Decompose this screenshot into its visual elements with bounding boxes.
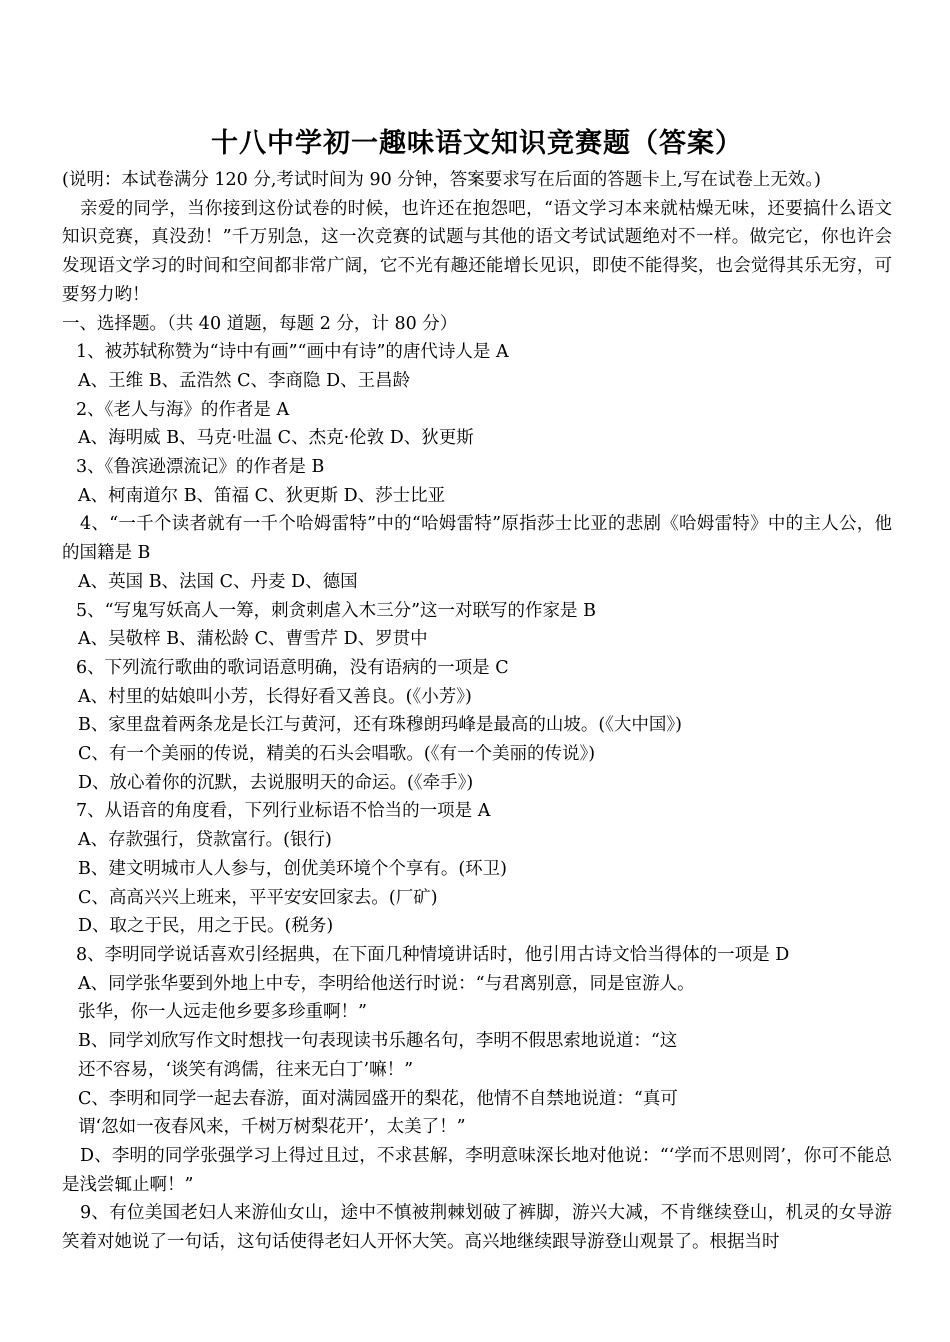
question-3: 3、《鲁滨逊漂流记》的作者是 B <box>76 457 325 478</box>
question-8-option-b-line1: B、同学刘欣写作文时想找一句表现读书乐趣名句，李明不假思索地说道：“这 <box>78 1031 678 1052</box>
document-title: 十八中学初一趣味语文知识竞赛题（答案） <box>211 128 743 159</box>
question-2: 2、《老人与海》的作者是 A <box>76 399 290 420</box>
question-6-option-d: D、放心着你的沉默，去说服明天的命运。(《牵手》) <box>78 772 474 793</box>
question-8-option-c-line1: C、李明和同学一起去春游，面对满园盛开的梨花，他情不自禁地说道：“真可 <box>78 1088 678 1109</box>
question-6-option-c: C、有一个美丽的传说，精美的石头会唱歌。(《有一个美丽的传说》) <box>78 744 596 765</box>
question-9: 9、有位美国老妇人来游仙女山，途中不慎被荆棘划破了裤脚，游兴大减，不肯继续登山，机灵的女导游笑着对她说了一句话，这句话使得老妇人开怀大笑。高兴地继续跟导游登山观景了。根据当时 <box>62 1203 892 1253</box>
question-2-options: A、海明威 B、马克·吐温 C、杰克·伦敦 D、狄更斯 <box>78 428 474 449</box>
question-6: 6、下列流行歌曲的歌词语意明确，没有语病的一项是 C <box>76 657 509 678</box>
question-7-option-c: C、高高兴兴上班来，平平安安回家去。(厂矿) <box>78 887 438 908</box>
question-7: 7、从语音的角度看，下列行业标语不恰当的一项是 A <box>76 801 491 822</box>
question-8-option-d: D、李明的同学张强学习上得过且过，不求甚解，李明意味深长地对他说：“‘学而不思则罔’，你可不能总是浅尝辄止啊！” <box>62 1145 892 1195</box>
question-8-option-b-line2: 还不容易，‘谈笑有鸿儒，往来无白丁’嘛！” <box>78 1059 414 1080</box>
question-4: 4、“一千个读者就有一千个哈姆雷特”中的“哈姆雷特”原指莎士比亚的悲剧《哈姆雷特》中的主人公，他的国籍是 B <box>62 514 892 564</box>
exam-note: (说明：本试卷满分 120 分,考试时间为 90 分钟，答案要求写在后面的答题卡上,写在试卷上无效。) <box>62 170 821 190</box>
intro-paragraph: 亲爱的同学，当你接到这份试卷的时候，也许还在抱怨吧，“语文学习本来就枯燥无味，还要搞什么语文知识竞赛，真没劲！”千万别急，这一次竞赛的试题与其他的语文考试试题绝对不一样。做完它，你也许会发现语文学习的时间和空间都非常广阔，它不光有趣还能增长见识，即使不能得奖，也会觉得其乐无穷，可要努力哟！ <box>62 198 892 305</box>
question-8-option-c-line2: 谓‘忽如一夜春风来，千树万树梨花开’，太美了！” <box>78 1117 466 1138</box>
document-page <box>62 124 892 1257</box>
question-1: 1、被苏轼称赞为“诗中有画”“画中有诗”的唐代诗人是 A <box>76 342 509 363</box>
question-8-option-a-line2: 张华，你一人远走他乡要多珍重啊！” <box>78 1002 367 1023</box>
question-7-option-b: B、建文明城市人人参与，创优美环境个个享有。(环卫) <box>78 858 508 879</box>
question-4-options: A、英国 B、法国 C、丹麦 D、德国 <box>78 571 358 592</box>
question-6-option-b: B、家里盘着两条龙是长江与黄河，还有珠穆朗玛峰是最高的山坡。(《大中国》) <box>78 715 683 736</box>
question-7-option-a: A、存款强行，贷款富行。(银行) <box>78 830 332 851</box>
question-5-options: A、吴敬梓 B、蒲松龄 C、曹雪芹 D、罗贯中 <box>78 629 428 650</box>
question-8: 8、李明同学说话喜欢引经据典，在下面几种情境讲话时，他引用古诗文恰当得体的一项是 D <box>76 944 790 965</box>
question-6-option-a: A、村里的姑娘叫小芳，长得好看又善良。(《小芳》) <box>78 686 472 707</box>
question-3-options: A、柯南道尔 B、笛福 C、狄更斯 D、莎士比亚 <box>78 485 446 506</box>
question-5: 5、“写鬼写妖高人一筹，刺贪刺虐入木三分”这一对联写的作家是 B <box>76 600 596 621</box>
section-heading: 一、选择题。（共 40 道题，每题 2 分，计 80 分） <box>62 313 458 334</box>
question-7-option-d: D、取之于民，用之于民。(税务) <box>78 916 334 937</box>
question-8-option-a-line1: A、同学张华要到外地上中专，李明给他送行时说：“与君离别意，同是宦游人。 <box>78 973 695 994</box>
question-1-options: A、王维 B、孟浩然 C、李商隐 D、王昌龄 <box>78 370 411 391</box>
